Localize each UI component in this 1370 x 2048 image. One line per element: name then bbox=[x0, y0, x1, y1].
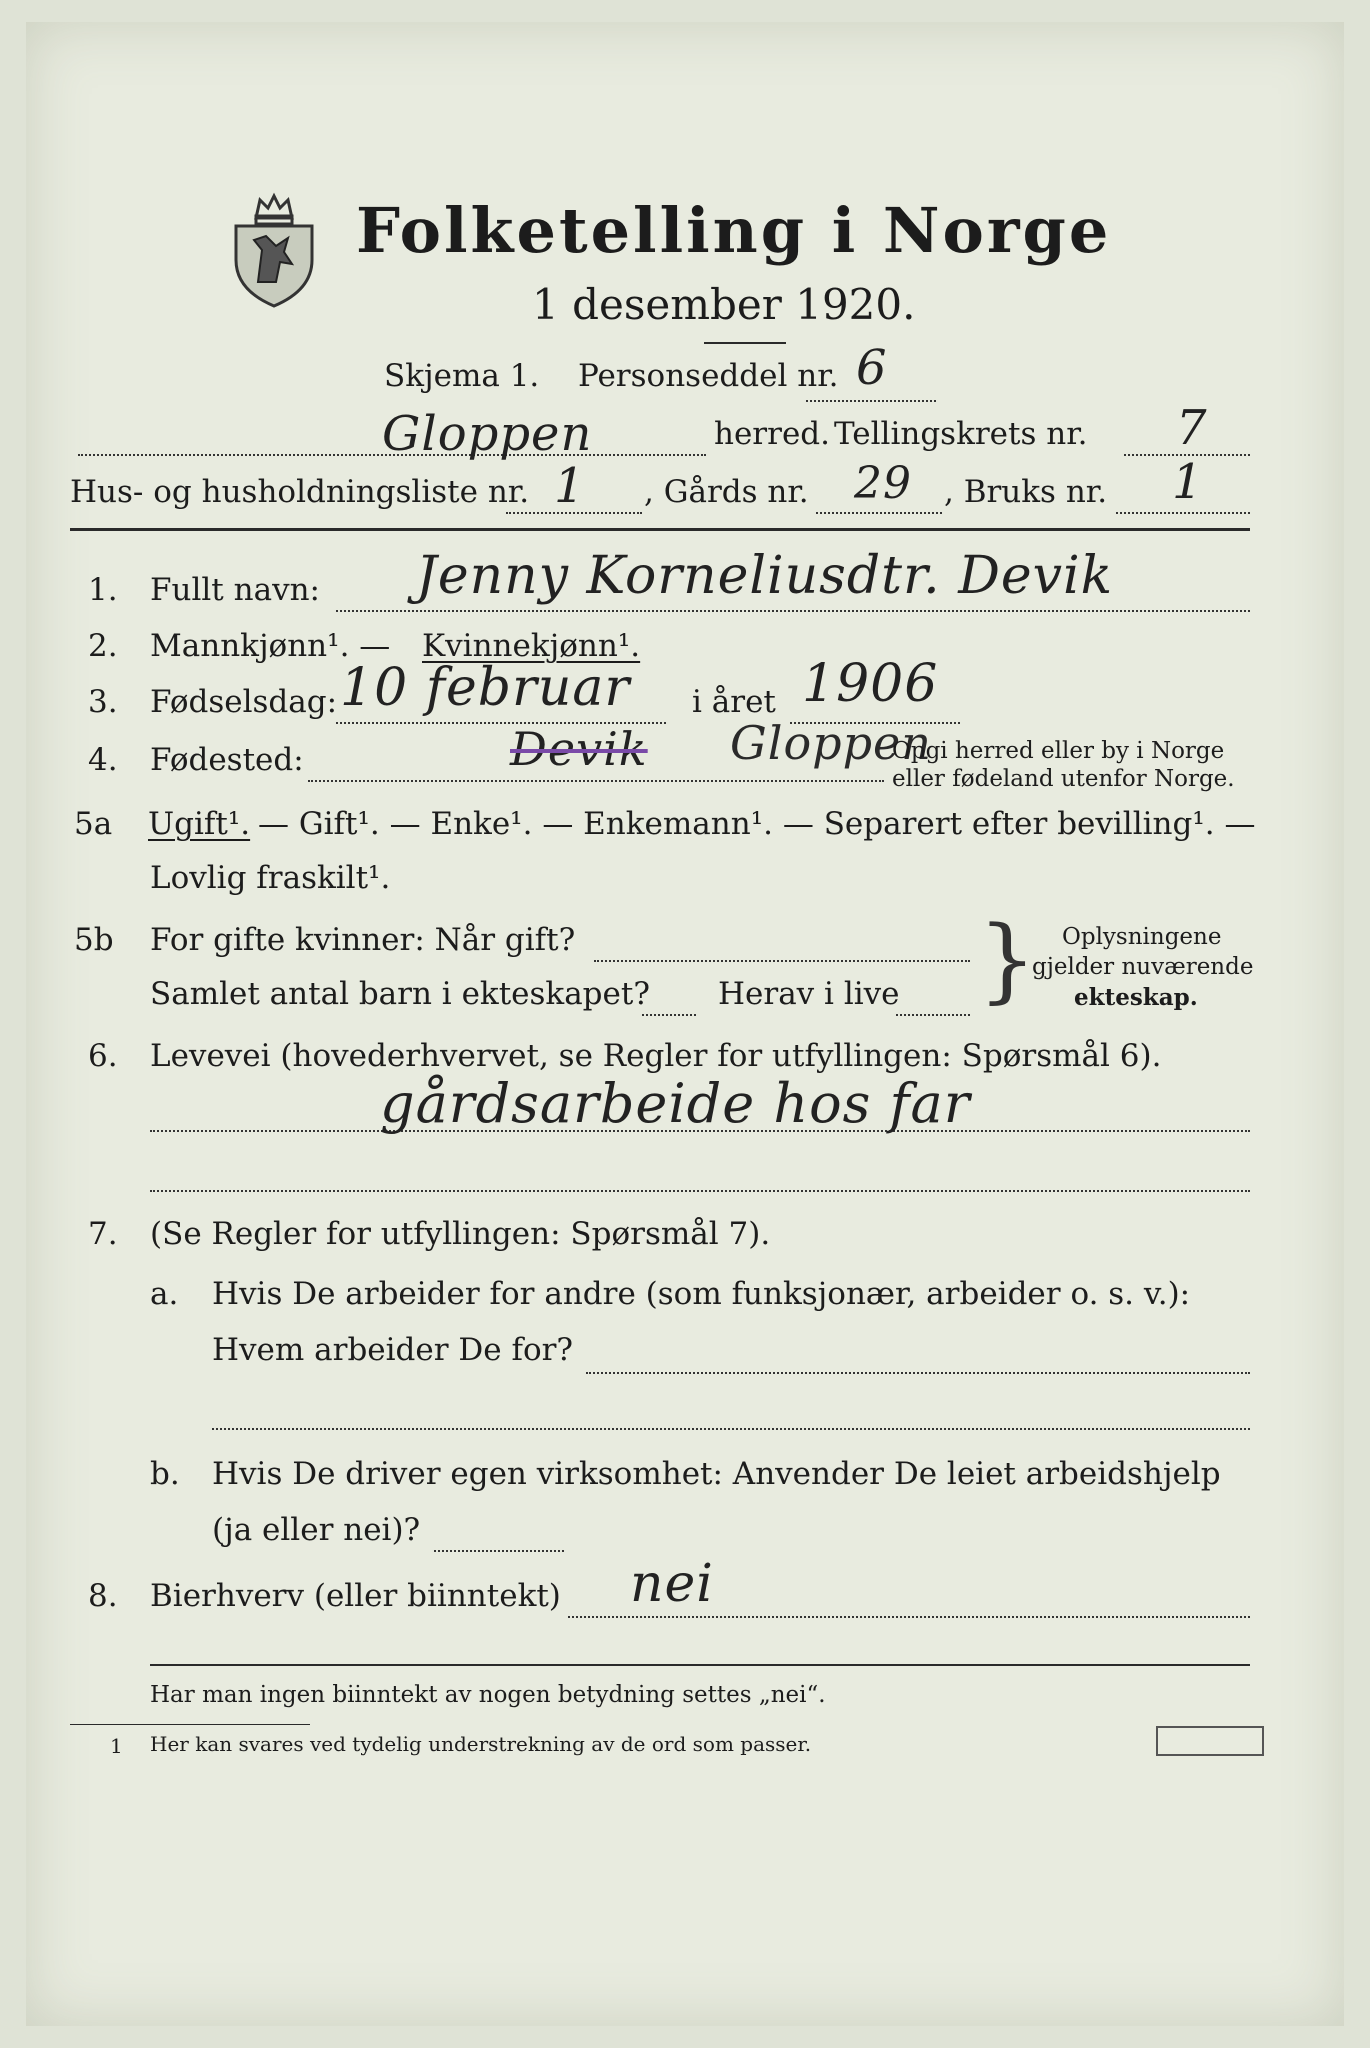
q5a-line-2: Lovlig fraskilt¹. bbox=[150, 860, 391, 896]
q8-number: 8. bbox=[88, 1578, 118, 1614]
q5b-children-line bbox=[642, 1014, 696, 1016]
q5a-options: — Gift¹. — Enke¹. — Enkemann¹. — Separert efter bevilling¹. — bbox=[258, 806, 1256, 842]
q4-line bbox=[308, 780, 884, 782]
q2-female: Kvinnekjønn¹. bbox=[422, 628, 641, 664]
bruks-label: , Bruks nr. bbox=[944, 474, 1108, 510]
footnote-divider bbox=[70, 1724, 310, 1725]
q5b-married-line bbox=[594, 960, 970, 962]
q4-struck-value: Devik bbox=[510, 722, 648, 776]
q5b-note-2: gjelder nuværende bbox=[1032, 954, 1254, 980]
q5b-line-1: For gifte kvinner: Når gift? bbox=[150, 922, 576, 958]
q3-number: 3. bbox=[88, 684, 118, 720]
q3-year-value: 1906 bbox=[802, 654, 939, 714]
q3-year-label: i året bbox=[692, 684, 776, 720]
personseddel-value: 6 bbox=[856, 340, 888, 396]
herred-label: herred. bbox=[714, 416, 830, 452]
printer-stamp bbox=[1156, 1726, 1264, 1756]
q5a-number: 5a bbox=[74, 806, 113, 842]
footer-note: Har man ingen biinntekt av nogen betydning settes „nei“. bbox=[150, 1682, 826, 1708]
q5a-ugift: Ugift¹. bbox=[148, 806, 251, 842]
gards-label: , Gårds nr. bbox=[644, 474, 809, 510]
q5b-number: 5b bbox=[74, 922, 114, 958]
q3-value: 10 februar bbox=[340, 658, 631, 718]
q4-note-2: eller fødeland utenfor Norge. bbox=[892, 766, 1235, 792]
tellingskrets-label: Tellingskrets nr. bbox=[834, 416, 1088, 452]
hus-label: Hus- og husholdningsliste nr. bbox=[70, 474, 530, 510]
q5b-brace: } bbox=[978, 906, 1037, 1013]
form-title: Folketelling i Norge bbox=[356, 194, 1112, 267]
q3-label: Fødselsdag: bbox=[150, 684, 338, 720]
tellingskrets-value: 7 bbox=[1176, 400, 1208, 456]
q4-number: 4. bbox=[88, 742, 118, 778]
title-divider bbox=[704, 342, 786, 344]
q8-value: nei bbox=[630, 1554, 714, 1614]
herred-value: Gloppen bbox=[382, 406, 593, 462]
q8-line bbox=[568, 1616, 1250, 1618]
skjema-label: Skjema 1. bbox=[384, 358, 540, 394]
q7a-number: a. bbox=[150, 1276, 179, 1312]
q7b-line-1: Hvis De driver egen virksomhet: Anvender De leiet arbeidshjelp bbox=[212, 1456, 1221, 1492]
q5b-alive-line bbox=[896, 1014, 970, 1016]
q5b-herav: Herav i live bbox=[718, 976, 900, 1012]
q7-label: (Se Regler for utfyllingen: Spørsmål 7). bbox=[150, 1216, 771, 1252]
q8-label: Bierhverv (eller biinntekt) bbox=[150, 1578, 561, 1614]
q6-label: Levevei (hovederhvervet, se Regler for utfyllingen: Spørsmål 6). bbox=[150, 1038, 1162, 1074]
q1-line bbox=[336, 610, 1250, 612]
q7a-line-1: Hvis De arbeider for andre (som funksjonær, arbeider o. s. v.): bbox=[212, 1276, 1191, 1312]
personseddel-line bbox=[806, 400, 936, 402]
gards-value: 29 bbox=[854, 458, 912, 509]
q1-number: 1. bbox=[88, 572, 118, 608]
q7a-answer-line-2 bbox=[212, 1428, 1250, 1430]
footer-divider bbox=[150, 1664, 1250, 1666]
personseddel-label: Personseddel nr. bbox=[578, 358, 839, 394]
hus-value: 1 bbox=[554, 458, 586, 514]
gards-line bbox=[816, 512, 942, 514]
footnote-number: 1 bbox=[110, 1734, 123, 1758]
footnote-text: Her kan svares ved tydelig understrekning av de ord som passer. bbox=[150, 1732, 812, 1756]
bruks-line bbox=[1116, 512, 1250, 514]
coat-of-arms-icon bbox=[226, 190, 322, 310]
q7b-line-2: (ja eller nei)? bbox=[212, 1512, 421, 1548]
q7a-line-2: Hvem arbeider De for? bbox=[212, 1332, 574, 1368]
form-date: 1 desember 1920. bbox=[532, 280, 916, 329]
q7b-number: b. bbox=[150, 1456, 180, 1492]
census-form bbox=[26, 22, 1344, 2026]
q1-label: Fullt navn: bbox=[150, 572, 320, 608]
q6-value: gårdsarbeide hos far bbox=[380, 1072, 971, 1135]
q5b-line-2: Samlet antal barn i ekteskapet? bbox=[150, 976, 650, 1012]
q4-label: Fødested: bbox=[150, 742, 304, 778]
q2-number: 2. bbox=[88, 628, 118, 664]
q6-number: 6. bbox=[88, 1038, 118, 1074]
q5b-note-3: ekteskap. bbox=[1074, 984, 1198, 1011]
q7a-answer-line-1 bbox=[586, 1372, 1250, 1374]
q4-value: Gloppen bbox=[730, 716, 932, 770]
q2-male: Mannkjønn¹. — bbox=[150, 628, 391, 664]
q6-line-2 bbox=[150, 1190, 1250, 1192]
header-divider bbox=[70, 528, 1250, 531]
q7b-answer-line bbox=[434, 1550, 564, 1552]
q5b-note-1: Oplysningene bbox=[1062, 924, 1222, 950]
q4-note-1: Opgi herred eller by i Norge bbox=[892, 738, 1225, 764]
q1-value: Jenny Korneliusdtr. Devik bbox=[416, 546, 1114, 606]
bruks-value: 1 bbox=[1172, 454, 1204, 510]
q7-number: 7. bbox=[88, 1216, 118, 1252]
